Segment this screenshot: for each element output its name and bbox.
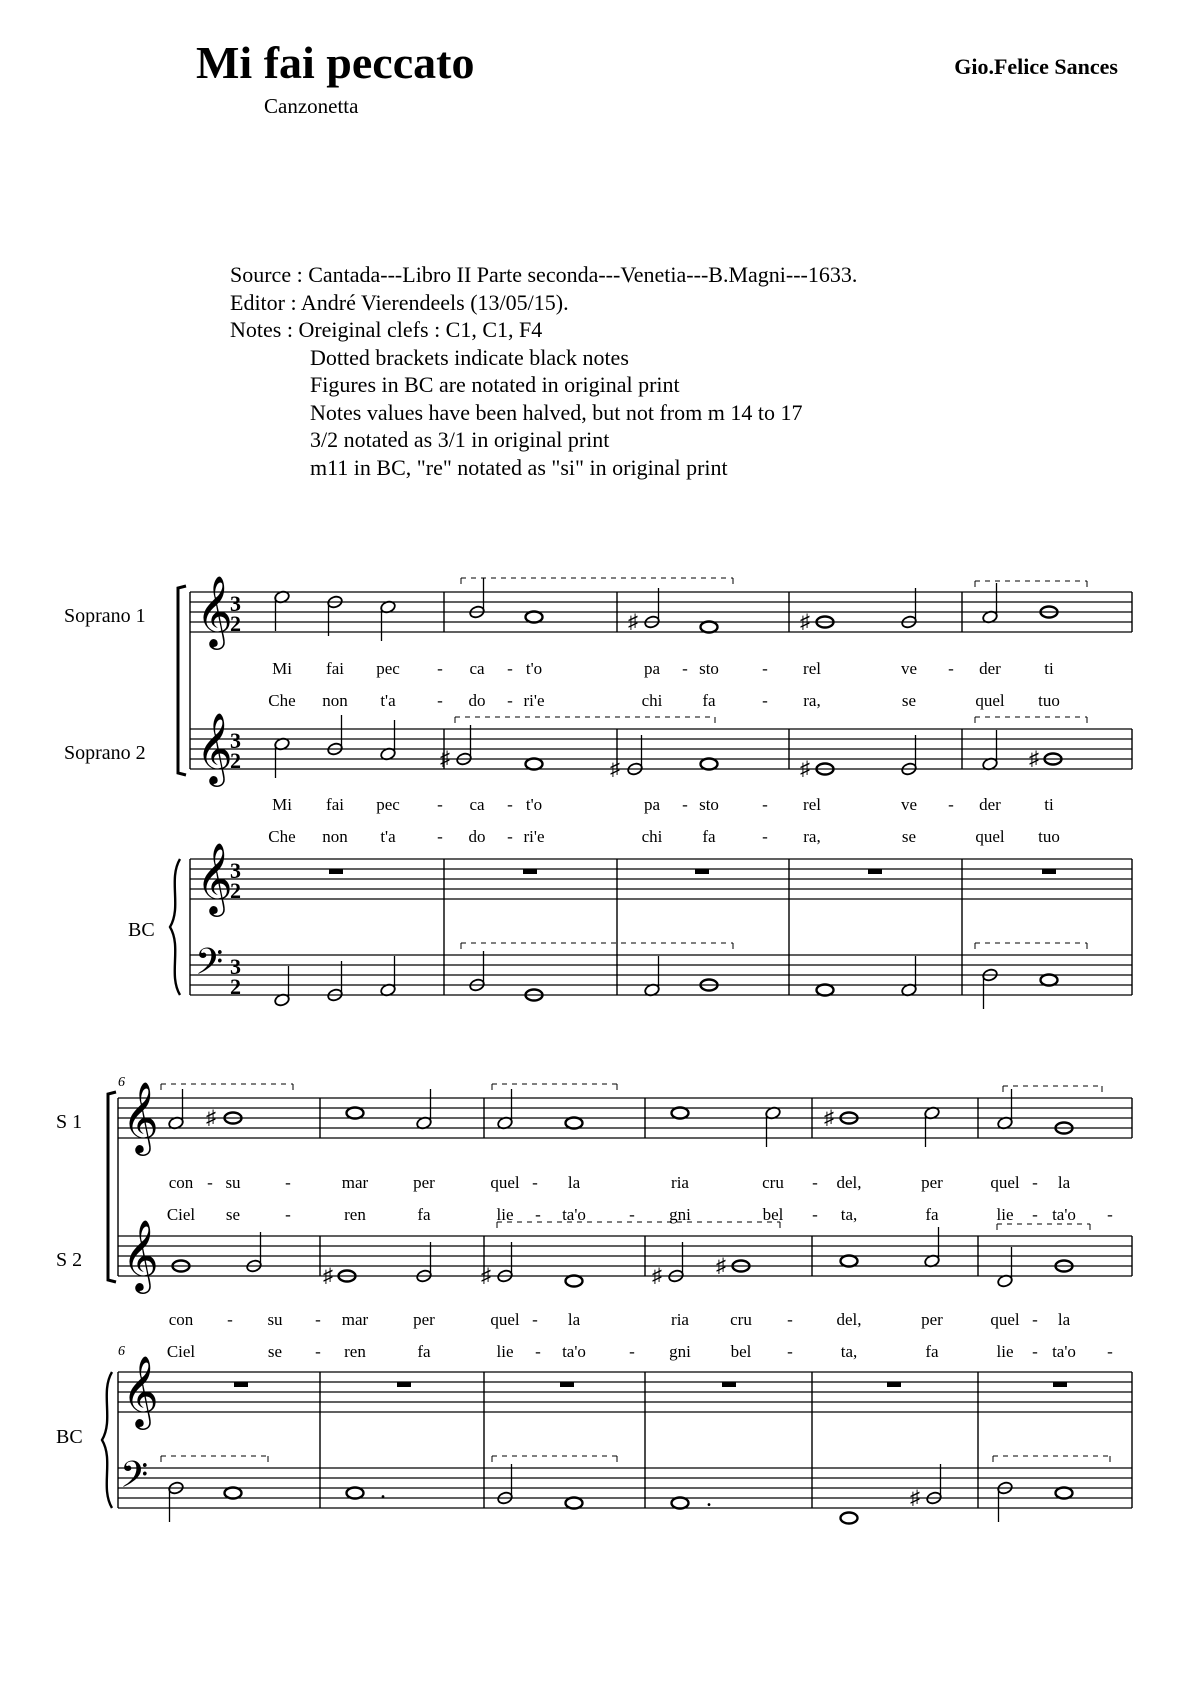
sharp-sign-icon: ♯: [824, 1107, 834, 1129]
lyric-syllable: fai: [326, 795, 344, 814]
lyric-syllable: -: [682, 795, 688, 814]
lyric-syllable: fa: [417, 1342, 431, 1361]
lyric-syllable: bel: [730, 1342, 752, 1361]
lyric-syllable: -: [507, 691, 513, 710]
whole-rest: [523, 869, 537, 874]
lyric-syllable: -: [682, 659, 688, 678]
lyric-syllable: ta,: [840, 1342, 858, 1361]
sharp-sign-icon: ♯: [206, 1107, 216, 1129]
lyric-syllable: quel: [975, 691, 1005, 710]
lyric-syllable: -: [437, 659, 443, 678]
lyric-syllable: non: [322, 827, 348, 846]
augmentation-dot: .: [380, 1478, 386, 1504]
lyric-syllable: lie: [996, 1342, 1014, 1361]
lyric-syllable: quel: [490, 1173, 520, 1192]
lyric-syllable: ca: [469, 659, 485, 678]
lyric-syllable: del,: [836, 1310, 862, 1329]
whole-note: [1056, 1488, 1073, 1499]
lyric-syllable: pec: [376, 795, 400, 814]
lyric-syllable: fai: [326, 659, 344, 678]
whole-note: [566, 1498, 583, 1509]
whole-note: [841, 1513, 858, 1524]
lyric-syllable: fa: [925, 1342, 939, 1361]
whole-note: [817, 985, 834, 996]
lyric-syllable: -: [227, 1310, 233, 1329]
lyric-syllable: la: [1057, 1310, 1071, 1329]
lyric-syllable: ta'o: [1052, 1205, 1076, 1224]
lyric-syllable: t'a: [380, 827, 396, 846]
sharp-sign-icon: ♯: [628, 611, 638, 633]
lyric-syllable: Mi: [272, 795, 292, 814]
lyric-syllable: ti: [1044, 659, 1054, 678]
lyric-syllable: se: [901, 827, 917, 846]
lyric-syllable: tuo: [1038, 691, 1060, 710]
sharp-sign-icon: ♯: [481, 1265, 491, 1287]
lyric-syllable: fa: [925, 1205, 939, 1224]
whole-note: [566, 1276, 583, 1287]
lyric-syllable: -: [535, 1342, 541, 1361]
brace: [170, 859, 180, 995]
whole-note: [526, 612, 543, 623]
bass-clef-icon: 𝄢: [195, 942, 224, 991]
lyric-syllable: -: [535, 1205, 541, 1224]
sharp-sign-icon: ♯: [800, 758, 810, 780]
group-bracket: [108, 1092, 116, 1282]
lyric-syllable: se: [267, 1342, 283, 1361]
lyric-syllable: -: [507, 827, 513, 846]
time-signature-numerator: 3: [230, 858, 241, 883]
whole-note: [841, 1256, 858, 1267]
whole-rest: [1042, 869, 1056, 874]
lyric-syllable: ren: [344, 1205, 366, 1224]
lyric-syllable: cru: [730, 1310, 752, 1329]
lyric-syllable: do: [468, 691, 486, 710]
lyric-syllable: del,: [836, 1173, 862, 1192]
lyric-syllable: ta'o: [562, 1342, 586, 1361]
measure-number: 6: [118, 1344, 125, 1359]
lyric-syllable: ria: [671, 1173, 689, 1192]
lyric-syllable: quel: [990, 1173, 1020, 1192]
lyric-syllable: tuo: [1038, 827, 1060, 846]
sharp-sign-icon: ♯: [610, 758, 620, 780]
treble-clef-icon: 𝄞: [122, 1222, 159, 1290]
lyric-syllable: per: [413, 1173, 435, 1192]
notes-line-2: Dotted brackets indicate black notes: [310, 344, 629, 370]
lyric-syllable: fa: [417, 1205, 431, 1224]
lyric-syllable: -: [629, 1205, 635, 1224]
lyric-syllable: Mi: [272, 659, 292, 678]
time-signature-denominator: 2: [230, 611, 241, 636]
lyric-syllable: se: [225, 1205, 241, 1224]
lyric-syllable: -: [507, 659, 513, 678]
treble-clef-icon: 𝄞: [122, 1358, 159, 1426]
brace: [102, 1372, 112, 1508]
lyric-syllable: -: [532, 1173, 538, 1192]
lyric-syllable: t'o: [525, 795, 543, 814]
lyric-syllable: ti: [1044, 795, 1054, 814]
whole-note: [526, 759, 543, 770]
lyric-syllable: su: [267, 1310, 283, 1329]
lyric-syllable: sto: [699, 659, 719, 678]
lyric-syllable: -: [1032, 1205, 1038, 1224]
lyric-syllable: t'a: [380, 691, 396, 710]
lyric-syllable: -: [812, 1205, 818, 1224]
lyric-syllable: lie: [996, 1205, 1014, 1224]
notes-line-3: Figures in BC are notated in original print: [310, 372, 680, 397]
whole-rest: [868, 869, 882, 874]
notes-line-6: m11 in BC, "re" notated as "si" in original print: [310, 454, 728, 480]
staff-label-s1: S 1: [56, 1111, 83, 1133]
composer-name: Gio.Felice Sances: [954, 54, 1118, 79]
sharp-sign-icon: ♯: [652, 1265, 662, 1287]
measure-number: 6: [118, 1075, 125, 1090]
time-signature-numerator: 3: [230, 954, 241, 979]
lyric-syllable: ta'o: [1052, 1342, 1076, 1361]
lyric-syllable: con: [168, 1173, 194, 1192]
staff-label-bc-2: BC: [56, 1426, 83, 1448]
lyric-syllable: chi: [641, 827, 663, 846]
staff-label-soprano2: Soprano 2: [64, 742, 146, 764]
lyric-syllable: -: [629, 1342, 635, 1361]
whole-rest: [887, 1382, 901, 1387]
time-signature-denominator: 2: [230, 748, 241, 773]
lyric-syllable: per: [921, 1310, 943, 1329]
whole-note: [347, 1108, 364, 1119]
lyric-syllable: lie: [496, 1342, 514, 1361]
lyric-syllable: der: [979, 659, 1001, 678]
sharp-sign-icon: ♯: [323, 1265, 333, 1287]
lyric-syllable: -: [1032, 1342, 1038, 1361]
treble-clef-icon: 𝄞: [196, 715, 233, 783]
lyric-syllable: per: [413, 1310, 435, 1329]
lyric-syllable: Ciel: [166, 1342, 196, 1361]
sharp-sign-icon: ♯: [1029, 748, 1039, 770]
lyric-syllable: ria: [671, 1310, 689, 1329]
lyric-syllable: -: [315, 1342, 321, 1361]
lyric-syllable: per: [921, 1173, 943, 1192]
staff-label-bc: BC: [128, 919, 155, 941]
lyric-syllable: -: [1032, 1173, 1038, 1192]
lyric-syllable: ta'o: [562, 1205, 586, 1224]
lyric-syllable: Che: [268, 691, 296, 710]
treble-clef-icon: 𝄞: [196, 578, 233, 646]
time-signature-numerator: 3: [230, 591, 241, 616]
lyric-syllable: ve: [900, 659, 918, 678]
lyric-syllable: -: [762, 827, 768, 846]
lyric-syllable: -: [285, 1173, 291, 1192]
lyric-syllable: -: [507, 795, 513, 814]
lyric-syllable: -: [948, 795, 954, 814]
lyric-syllable: la: [1057, 1173, 1071, 1192]
lyric-syllable: mar: [341, 1173, 369, 1192]
lyric-syllable: -: [532, 1310, 538, 1329]
treble-clef-icon: 𝄞: [122, 1084, 159, 1152]
lyric-syllable: sto: [699, 795, 719, 814]
time-signature-denominator: 2: [230, 878, 241, 903]
lyric-syllable: -: [437, 795, 443, 814]
lyric-syllable: -: [1032, 1310, 1038, 1329]
lyric-syllable: -: [948, 659, 954, 678]
lyric-syllable: la: [567, 1310, 581, 1329]
staff-label-soprano1: Soprano 1: [64, 605, 146, 627]
sharp-sign-icon: ♯: [800, 611, 810, 633]
lyric-syllable: -: [207, 1173, 213, 1192]
lyric-syllable: rel: [803, 659, 821, 678]
whole-note: [672, 1498, 689, 1509]
lyric-syllable: mar: [341, 1310, 369, 1329]
lyric-syllable: ra,: [803, 827, 821, 846]
lyric-syllable: ra,: [803, 691, 821, 710]
bass-clef-icon: 𝄢: [120, 1455, 149, 1504]
lyric-syllable: su: [225, 1173, 241, 1192]
lyric-syllable: gni: [669, 1342, 691, 1361]
lyric-syllable: se: [901, 691, 917, 710]
lyric-syllable: non: [322, 691, 348, 710]
lyric-syllable: quel: [490, 1310, 520, 1329]
lyric-syllable: chi: [641, 691, 663, 710]
whole-note: [566, 1118, 583, 1129]
whole-rest: [397, 1382, 411, 1387]
lyric-syllable: fa: [702, 691, 716, 710]
whole-note: [347, 1488, 364, 1499]
lyric-syllable: ri'e: [523, 827, 545, 846]
whole-rest: [722, 1382, 736, 1387]
group-bracket: [178, 586, 186, 775]
lyric-syllable: pa: [643, 659, 661, 678]
lyric-syllable: ca: [469, 795, 485, 814]
sharp-sign-icon: ♯: [440, 748, 450, 770]
notes-line-4: Notes values have been halved, but not from m 14 to 17: [310, 399, 803, 425]
source-line: Source : Cantada---Libro II Parte seconda---Venetia---B.Magni---1633.: [230, 262, 858, 287]
lyric-syllable: ri'e: [523, 691, 545, 710]
staves: [102, 576, 1132, 1524]
time-signature-denominator: 2: [230, 974, 241, 999]
lyric-syllable: bel: [762, 1205, 784, 1224]
lyric-syllable: -: [812, 1173, 818, 1192]
lyric-syllable: -: [285, 1205, 291, 1224]
lyric-syllable: pec: [376, 659, 400, 678]
score-subtitle: Canzonetta: [264, 94, 359, 118]
lyric-syllable: -: [762, 795, 768, 814]
whole-rest: [560, 1382, 574, 1387]
lyric-syllable: -: [762, 659, 768, 678]
note-text: Oreiginal clefs : C1, C1, F4: [298, 317, 543, 342]
whole-note: [701, 759, 718, 770]
lyric-syllable: con: [168, 1310, 194, 1329]
whole-note: [672, 1108, 689, 1119]
lyric-syllable: -: [437, 827, 443, 846]
lyric-syllable: la: [567, 1173, 581, 1192]
staff-label-s2: S 2: [56, 1249, 83, 1271]
sharp-sign-icon: ♯: [716, 1255, 726, 1277]
whole-note: [701, 622, 718, 633]
lyric-syllable: -: [1107, 1205, 1113, 1224]
whole-rest: [1053, 1382, 1067, 1387]
time-signature-numerator: 3: [230, 728, 241, 753]
lyric-syllable: pa: [643, 795, 661, 814]
lyric-syllable: Ciel: [166, 1205, 196, 1224]
lyric-syllable: -: [437, 691, 443, 710]
lyric-syllable: fa: [702, 827, 716, 846]
lyric-syllable: ve: [900, 795, 918, 814]
notes-label: Notes :: [230, 317, 299, 342]
sharp-sign-icon: ♯: [910, 1487, 920, 1509]
editor-line: Editor : André Vierendeels (13/05/15).: [230, 289, 569, 315]
lyric-syllable: der: [979, 795, 1001, 814]
lyric-syllable: -: [762, 691, 768, 710]
lyric-syllable: ren: [344, 1342, 366, 1361]
whole-note: [1041, 975, 1058, 986]
lyric-syllable: -: [787, 1310, 793, 1329]
lyric-syllable: do: [468, 827, 486, 846]
lyric-syllable: rel: [803, 795, 821, 814]
lyric-syllable: -: [1107, 1342, 1113, 1361]
whole-rest: [234, 1382, 248, 1387]
whole-rest: [329, 869, 343, 874]
lyric-syllable: quel: [990, 1310, 1020, 1329]
whole-rest: [695, 869, 709, 874]
augmentation-dot: .: [706, 1486, 712, 1512]
lyric-syllable: ta,: [840, 1205, 858, 1224]
notes-line-5: 3/2 notated as 3/1 in original print: [310, 427, 610, 452]
lyric-syllable: lie: [496, 1205, 514, 1224]
lyric-syllable: -: [315, 1310, 321, 1329]
treble-clef-icon: 𝄞: [196, 845, 233, 913]
score-title: Mi fai peccato: [196, 37, 475, 88]
lyric-syllable: quel: [975, 827, 1005, 846]
lyric-syllable: gni: [669, 1205, 691, 1224]
lyric-syllable: -: [787, 1342, 793, 1361]
lyric-syllable: Che: [268, 827, 296, 846]
lyric-syllable: cru: [762, 1173, 784, 1192]
whole-note: [225, 1488, 242, 1499]
lyric-syllable: t'o: [525, 659, 543, 678]
